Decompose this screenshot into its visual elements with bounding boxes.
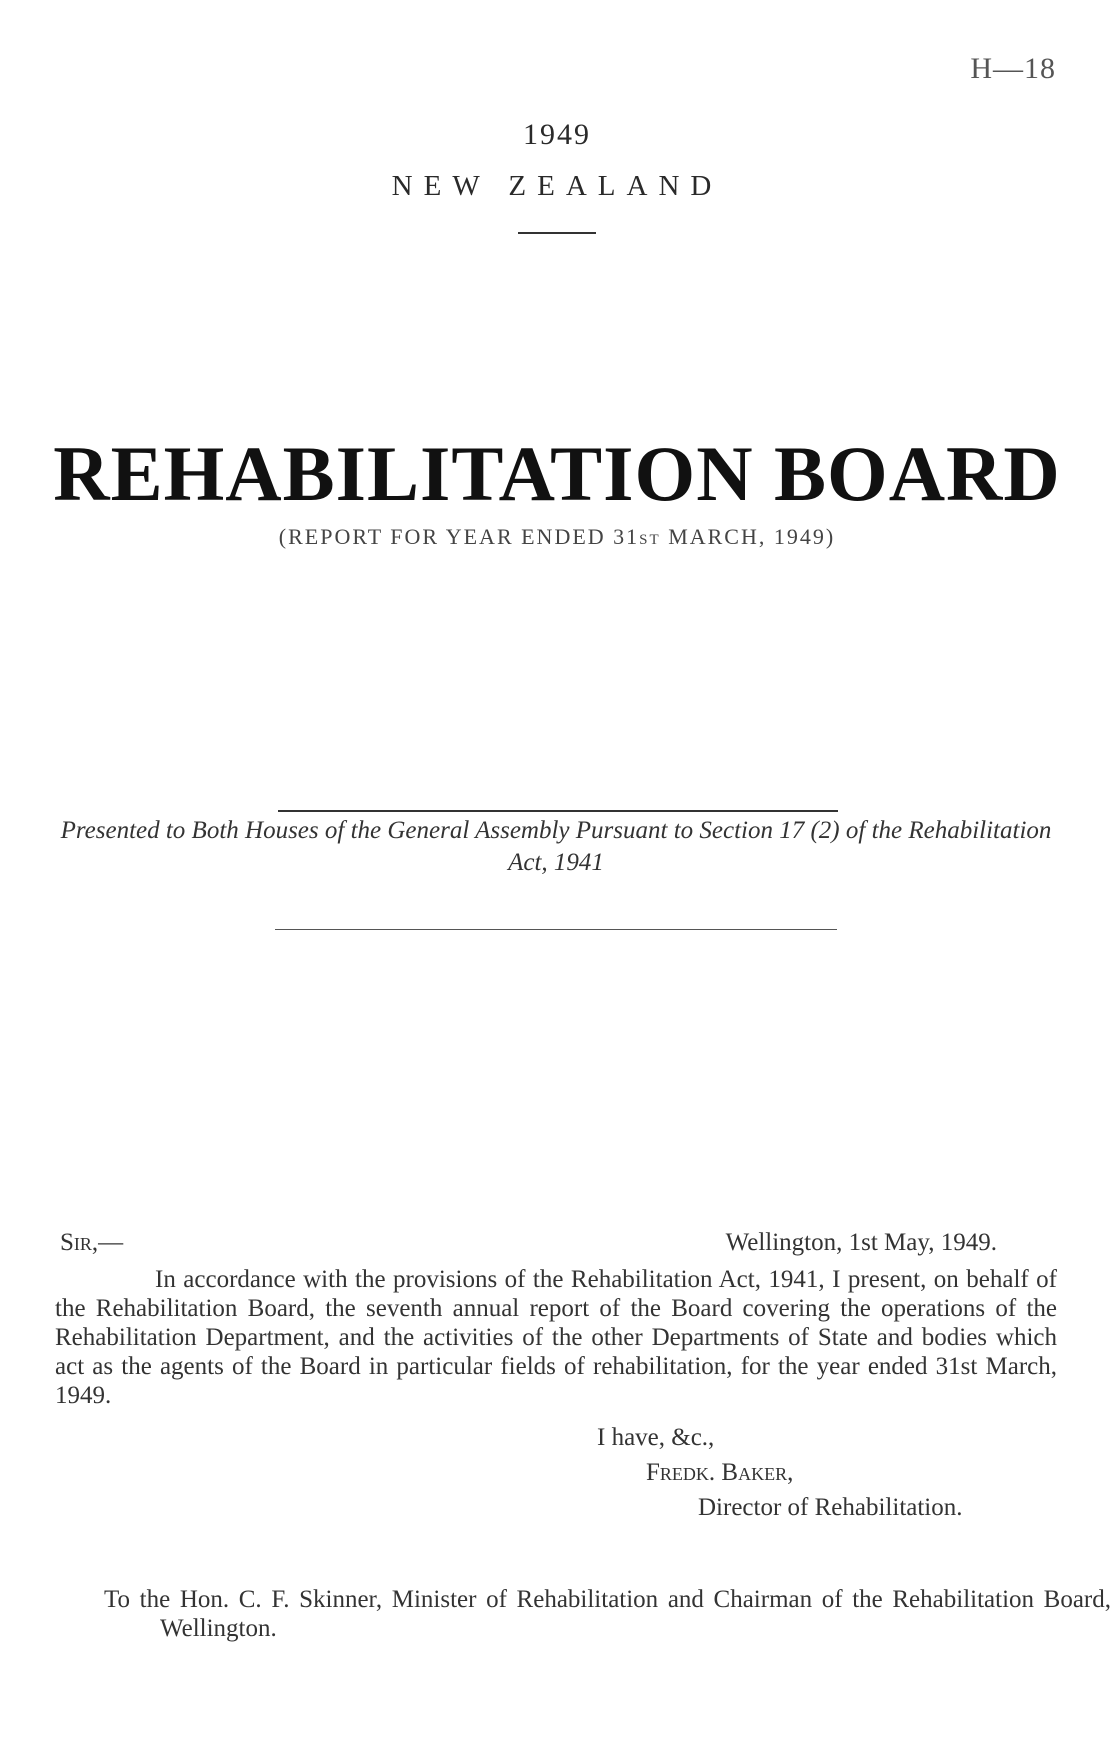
subtitle-prefix: (REPORT FOR YEAR ENDED 31	[278, 524, 640, 549]
letter-dateline: Wellington, 1st May, 1949.	[725, 1229, 997, 1256]
letter-body: In accordance with the provisions of the Rehabilitation Act, 1941, I present, on behalf of the Rehabilitation Board, the seventh annual report of the Board covering the operations of the Rehabilitation Department, and the activities of the other Departments of State and bodies which act as the agents of the Board in particular fields of rehabilitation, for the year ended 31st March, 1949.	[55, 1266, 1057, 1409]
page-reference: H—18	[970, 52, 1056, 85]
subtitle-ordinal: ST	[639, 532, 661, 548]
letter-closing: I have, &c.,	[597, 1424, 715, 1451]
letter-salutation: Sir,—	[60, 1229, 124, 1256]
short-divider	[518, 232, 596, 234]
divider-top	[278, 810, 838, 812]
country-heading: NEW ZEALAND	[391, 170, 723, 202]
report-year: 1949	[523, 118, 591, 151]
letter-addressee: To the Hon. C. F. Skinner, Minister of Rehabilitation and Chairman of the Rehabilitation Board, Wellington.	[104, 1586, 1111, 1642]
signature-title: Director of Rehabilitation.	[698, 1494, 963, 1521]
subtitle-suffix: MARCH, 1949)	[660, 524, 836, 549]
document-title: REHABILITATION BOARD	[53, 430, 1061, 517]
document-subtitle	[0, 524, 1114, 550]
letter-signature: Fredk. Baker,	[646, 1459, 794, 1486]
presentation-note: Presented to Both Houses of the General Assembly Pursuant to Section 17 (2) of the Rehabilitation Act, 1941	[60, 817, 1052, 876]
divider-bottom	[275, 929, 837, 930]
